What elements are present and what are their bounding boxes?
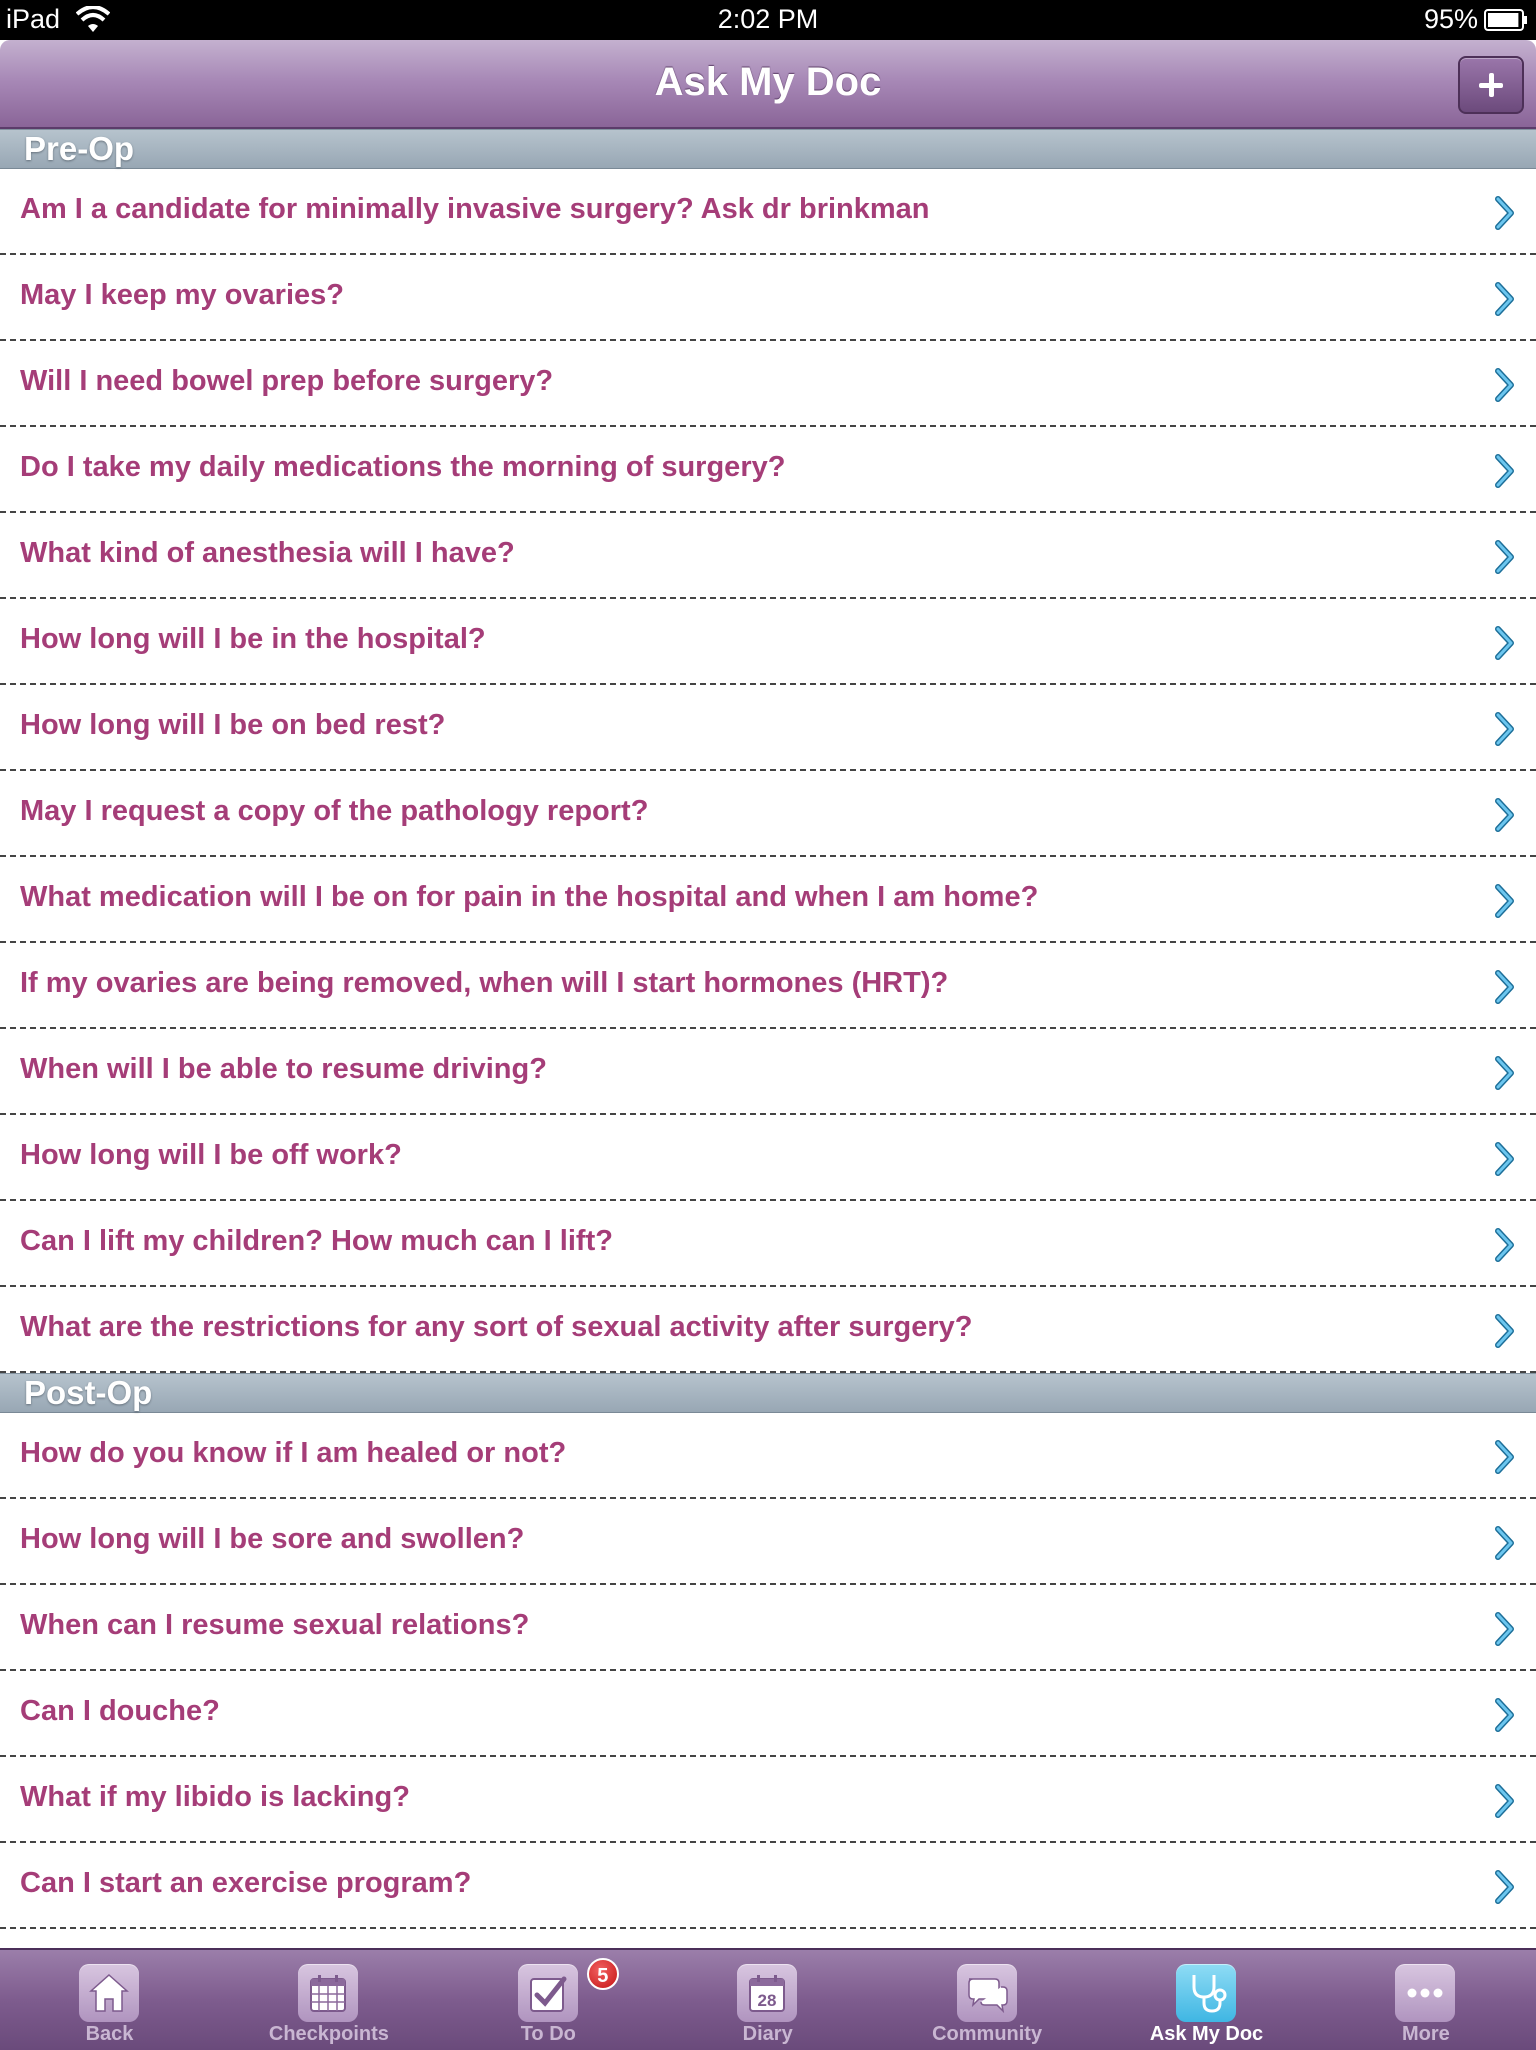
chevron-right-icon: [1494, 798, 1516, 832]
chat-bubbles-icon: [957, 1964, 1017, 2022]
tab-to-do[interactable]: [439, 1950, 658, 2050]
question-label: When can I resume sexual relations?: [20, 1609, 530, 1641]
tab-bar: [0, 1948, 1536, 2050]
chevron-right-icon: [1494, 884, 1516, 918]
question-row[interactable]: [0, 771, 1536, 857]
section-header-pre-op: [0, 129, 1536, 169]
question-row[interactable]: [0, 599, 1536, 685]
question-label: How long will I be off work?: [20, 1139, 402, 1171]
add-question-button[interactable]: [1458, 56, 1524, 114]
question-label: What medication will I be on for pain in the hospital and when I am home?: [20, 881, 1039, 913]
question-label: What kind of anesthesia will I have?: [20, 537, 515, 569]
chevron-right-icon: [1494, 454, 1516, 488]
tab-label: Back: [85, 2023, 134, 2045]
diary-day-number: 28: [757, 1991, 777, 2010]
question-label: May I keep my ovaries?: [20, 279, 344, 311]
question-row[interactable]: [0, 943, 1536, 1029]
chevron-right-icon: [1494, 1056, 1516, 1090]
question-label: How do you know if I am healed or not?: [20, 1437, 567, 1469]
section-title: Pre-Op: [24, 130, 135, 167]
calendar-day-icon: [737, 1964, 797, 2022]
tab-label: Ask My Doc: [1149, 2023, 1264, 2045]
tab-more[interactable]: [1316, 1950, 1535, 2050]
question-row[interactable]: [0, 427, 1536, 513]
question-row[interactable]: [0, 169, 1536, 255]
stethoscope-icon: [1176, 1964, 1236, 2022]
question-row[interactable]: [0, 1843, 1536, 1929]
chevron-right-icon: [1494, 196, 1516, 230]
home-icon: [79, 1964, 139, 2022]
question-row[interactable]: [0, 1413, 1536, 1499]
tab-checkpoints[interactable]: [219, 1950, 438, 2050]
chevron-right-icon: [1494, 540, 1516, 574]
tab-label: Diary: [742, 2023, 793, 2045]
chevron-right-icon: [1494, 1698, 1516, 1732]
question-label: Do I take my daily medications the morning of surgery?: [20, 451, 786, 483]
chevron-right-icon: [1494, 282, 1516, 316]
question-label: Can I start an exercise program?: [20, 1867, 472, 1899]
chevron-right-icon: [1494, 1526, 1516, 1560]
calendar-grid-icon: [298, 1964, 358, 2022]
status-bar: [0, 0, 1536, 40]
tab-diary[interactable]: [658, 1950, 877, 2050]
chevron-right-icon: [1494, 1142, 1516, 1176]
question-label: When will I be able to resume driving?: [20, 1053, 547, 1085]
tab-label: More: [1401, 2023, 1450, 2045]
question-row[interactable]: [0, 685, 1536, 771]
question-list[interactable]: [0, 129, 1536, 1947]
question-label: If my ovaries are being removed, when will I start hormones (HRT)?: [20, 967, 949, 999]
question-row[interactable]: [0, 1201, 1536, 1287]
question-row[interactable]: [0, 1287, 1536, 1373]
nav-bar: [0, 40, 1536, 129]
question-row[interactable]: [0, 1671, 1536, 1757]
chevron-right-icon: [1494, 1784, 1516, 1818]
question-row[interactable]: [0, 1115, 1536, 1201]
tab-label: Checkpoints: [268, 2023, 389, 2045]
notification-badge: 5: [587, 1958, 619, 1990]
question-label: What are the restrictions for any sort of sexual activity after surgery?: [20, 1311, 973, 1343]
question-row[interactable]: [0, 1499, 1536, 1585]
question-row[interactable]: [0, 1585, 1536, 1671]
question-row[interactable]: [0, 341, 1536, 427]
chevron-right-icon: [1494, 626, 1516, 660]
tab-community[interactable]: [878, 1950, 1097, 2050]
question-row[interactable]: [0, 857, 1536, 943]
question-label: Can I lift my children? How much can I lift?: [20, 1225, 613, 1257]
section-title: Post-Op: [24, 1374, 153, 1411]
checkbox-icon: [518, 1964, 578, 2022]
chevron-right-icon: [1494, 712, 1516, 746]
tab-ask-my-doc[interactable]: [1097, 1950, 1316, 2050]
clock: 2:02 PM: [717, 4, 819, 34]
question-label: How long will I be in the hospital?: [20, 623, 486, 655]
question-label: Can I douche?: [20, 1695, 220, 1727]
page-title: Ask My Doc: [654, 60, 882, 104]
question-row[interactable]: [0, 513, 1536, 599]
question-label: Will I need bowel prep before surgery?: [20, 365, 554, 397]
more-dots-icon: [1395, 1964, 1455, 2022]
question-label: What if my libido is lacking?: [20, 1781, 410, 1813]
chevron-right-icon: [1494, 1612, 1516, 1646]
question-row[interactable]: [0, 1757, 1536, 1843]
device-name: iPad: [6, 4, 61, 34]
section-header-post-op: [0, 1373, 1536, 1413]
question-row[interactable]: [0, 1029, 1536, 1115]
tab-label: Community: [932, 2023, 1043, 2045]
question-label: How long will I be on bed rest?: [20, 709, 446, 741]
battery-icon: [1484, 9, 1528, 31]
chevron-right-icon: [1494, 1440, 1516, 1474]
chevron-right-icon: [1494, 1314, 1516, 1348]
chevron-right-icon: [1494, 970, 1516, 1004]
question-label: How long will I be sore and swollen?: [20, 1523, 525, 1555]
tab-label: To Do: [520, 2023, 576, 2045]
chevron-right-icon: [1494, 1870, 1516, 1904]
chevron-right-icon: [1494, 1228, 1516, 1262]
tab-back[interactable]: [0, 1950, 219, 2050]
question-label: May I request a copy of the pathology report?: [20, 795, 649, 827]
battery-percentage: 95%: [1423, 4, 1478, 34]
chevron-right-icon: [1494, 368, 1516, 402]
question-row[interactable]: [0, 255, 1536, 341]
question-label: Am I a candidate for minimally invasive surgery? Ask dr brinkman: [20, 193, 930, 225]
